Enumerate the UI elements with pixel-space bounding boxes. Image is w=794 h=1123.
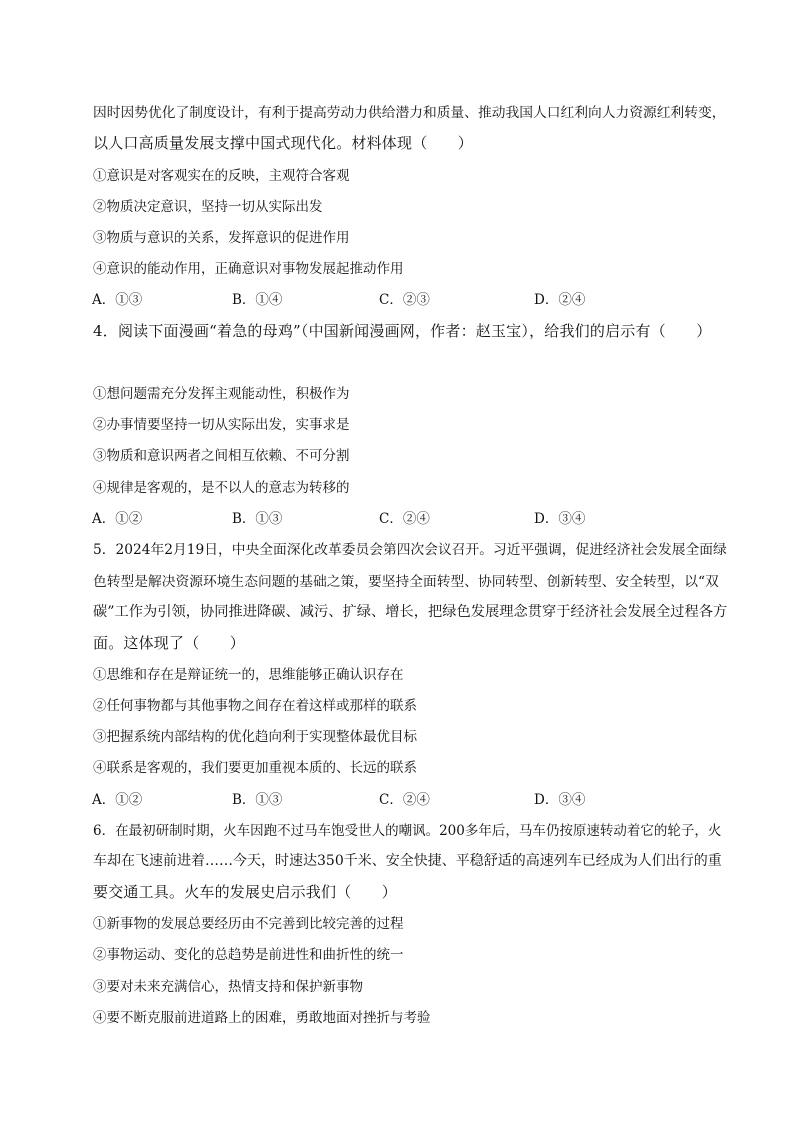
q5-choices: [92, 788, 712, 808]
q4-choice-c: C．②④: [379, 511, 430, 527]
q3-choice-d: D．②④: [534, 292, 586, 308]
q3-choice-c: C．②③: [379, 292, 430, 308]
q6-option-3: ③要对未来充满信心，热情支持和保护新事物: [93, 979, 363, 995]
q4-option-3: ③物质和意识两者之间相互依赖、不可分割: [93, 448, 350, 464]
q3-option-2: ②物质决定意识，坚持一切从实际出发: [93, 199, 323, 215]
q4-choice-d: D．③④: [534, 511, 586, 527]
q5-stem-line-3: 碳”工作为引领，协同推进降碳、减污、扩绿、增长，把绿色发展理念贯穿于经济社会发展全过程各方: [93, 604, 728, 620]
q4-option-2: ②办事情要坚持一切从实际出发，实事求是: [93, 417, 350, 433]
q3-stem-line-1: 因时因势优化了制度设计，有利于提高劳动力供给潜力和质量、推动我国人口红利向人力资源红利转变，: [93, 105, 726, 121]
q5-stem-line-2: 色转型是解决资源环境生态问题的基础之策，要坚持全面转型、协同转型、创新转型、安全转型，以“双: [93, 574, 719, 590]
q6-option-2: ②事物运动、变化的总趋势是前进性和曲折性的统一: [93, 947, 404, 963]
q5-option-2: ②任何事物都与其他事物之间存在着这样或那样的联系: [93, 698, 417, 714]
q4-choice-a: A．①②: [92, 511, 143, 527]
q5-option-1: ①思维和存在是辩证统一的，思维能够正确认识存在: [93, 667, 404, 683]
q3-choice-b: B．①④: [232, 292, 283, 308]
q4-stem-line-1: 4．阅读下面漫画“着急的母鸡”（中国新闻漫画网，作者：赵玉宝），给我们的启示有（ ）: [93, 322, 712, 340]
q5-stem-line-1: 5．2024年2月19日，中央全面深化改革委员会第四次会议召开。习近平强调，促进经济社会发展全面绿: [93, 542, 727, 558]
q6-option-4: ④要不断克服前进道路上的困难，勇敢地面对挫折与考验: [93, 1010, 431, 1026]
q5-stem-line-4: 面。这体现了（ ）: [93, 634, 246, 652]
q3-choices: [92, 288, 712, 308]
q6-stem-line-1: 6．在最初研制时期，火车因跑不过马车饱受世人的嘲讽。200多年后，马车仍按原速转动着它的轮子，火: [93, 823, 722, 839]
q3-option-3: ③物质与意识的关系，发挥意识的促进作用: [93, 230, 350, 246]
q5-option-4: ④联系是客观的，我们要更加重视本质的、长远的联系: [93, 760, 417, 776]
q4-option-1: ①想问题需充分发挥主观能动性，积极作为: [93, 386, 350, 402]
q5-option-3: ③把握系统内部结构的优化趋向利于实现整体最优目标: [93, 729, 417, 745]
q3-choice-a: A．①③: [92, 292, 143, 308]
q4-choice-b: B．①③: [232, 511, 283, 527]
q6-stem-line-3: 要交通工具。火车的发展史启示我们（ ）: [93, 883, 398, 901]
q3-option-1: ①意识是对客观实在的反映，主观符合客观: [93, 168, 350, 184]
q5-choice-b: B．①③: [232, 792, 283, 808]
q3-option-4: ④意识的能动作用，正确意识对事物发展起推动作用: [93, 261, 404, 277]
q4-choices: [92, 507, 712, 527]
q5-choice-a: A．①②: [92, 792, 143, 808]
q4-option-4: ④规律是客观的，是不以人的意志为转移的: [93, 480, 350, 496]
q5-choice-d: D．③④: [534, 792, 586, 808]
q6-stem-line-2: 车却在飞速前进着……今天，时速达350千米、安全快捷、平稳舒适的高速列车已经成为人们出行的重: [93, 853, 722, 869]
q6-option-1: ①新事物的发展总要经历由不完善到比较完善的过程: [93, 916, 404, 932]
q5-choice-c: C．②④: [379, 792, 430, 808]
q3-stem-line-2: 以人口高质量发展支撑中国式现代化。材料体现（ ）: [93, 134, 474, 152]
